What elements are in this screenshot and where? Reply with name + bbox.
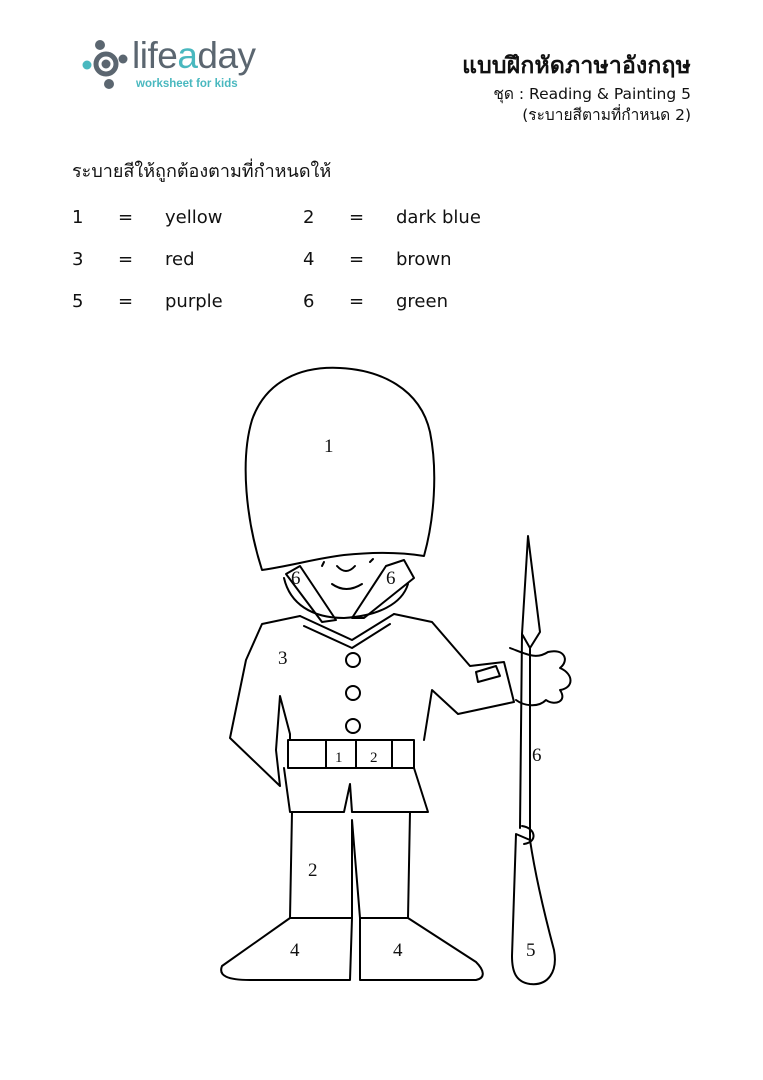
nose <box>337 566 355 571</box>
label-buckle-left: 1 <box>335 750 343 766</box>
key-color: dark blue <box>396 207 481 228</box>
worksheet-title: แบบฝึกหัดภาษาอังกฤษ <box>462 53 691 79</box>
label-rifle-stock: 5 <box>526 940 536 961</box>
jacket-skirt <box>284 768 428 812</box>
hand <box>510 648 571 705</box>
key-color: brown <box>396 249 452 270</box>
logo-word-post: day <box>197 35 256 76</box>
hat-shape <box>246 368 435 570</box>
key-equals: = <box>349 207 365 228</box>
label-hat: 1 <box>324 436 334 457</box>
key-color: purple <box>165 291 223 312</box>
rifle-bayonet <box>522 536 540 648</box>
key-number: 4 <box>303 249 315 270</box>
smile <box>332 584 362 589</box>
key-equals: = <box>349 291 365 312</box>
rifle-stock <box>512 834 555 984</box>
belt <box>288 740 414 768</box>
key-equals: = <box>118 207 134 228</box>
label-boot-right: 4 <box>393 940 403 961</box>
label-chinstrap-right: 6 <box>386 568 396 589</box>
cuff <box>476 666 500 682</box>
label-buckle-right: 2 <box>370 750 378 766</box>
logo-tagline: worksheet for kids <box>136 78 238 90</box>
eye-right <box>370 559 373 562</box>
label-chinstrap-left: 6 <box>291 568 301 589</box>
label-boot-left: 4 <box>290 940 300 961</box>
boot-right <box>360 918 483 980</box>
instruction-text: ระบายสีให้ถูกต้องตามที่กำหนดให้ <box>72 161 332 182</box>
key-color: red <box>165 249 195 270</box>
key-number: 2 <box>303 207 315 228</box>
worksheet-set: ชุด : Reading & Painting 5 <box>493 85 691 103</box>
label-jacket: 3 <box>278 648 288 669</box>
key-number: 6 <box>303 291 315 312</box>
rifle-trigger <box>522 826 534 844</box>
boot-left <box>221 918 352 980</box>
label-trousers: 2 <box>308 860 318 881</box>
key-color: yellow <box>165 207 223 228</box>
key-number: 1 <box>72 207 84 228</box>
jacket-left <box>230 616 300 786</box>
eye-left <box>322 562 324 566</box>
rifle-barrel <box>520 634 530 840</box>
key-number: 5 <box>72 291 84 312</box>
logo-word-accent: a <box>177 35 198 76</box>
key-equals: = <box>118 291 134 312</box>
worksheet-subtitle: (ระบายสีตามที่กำหนด 2) <box>522 106 691 124</box>
logo-word-pre: life <box>132 35 178 76</box>
button-2 <box>346 686 360 700</box>
key-color: green <box>396 291 448 312</box>
label-rifle-barrel: 6 <box>532 745 542 766</box>
button-1 <box>346 653 360 667</box>
collar-inner <box>304 624 390 648</box>
key-equals: = <box>349 249 365 270</box>
key-equals: = <box>118 249 134 270</box>
key-number: 3 <box>72 249 84 270</box>
button-3 <box>346 719 360 733</box>
